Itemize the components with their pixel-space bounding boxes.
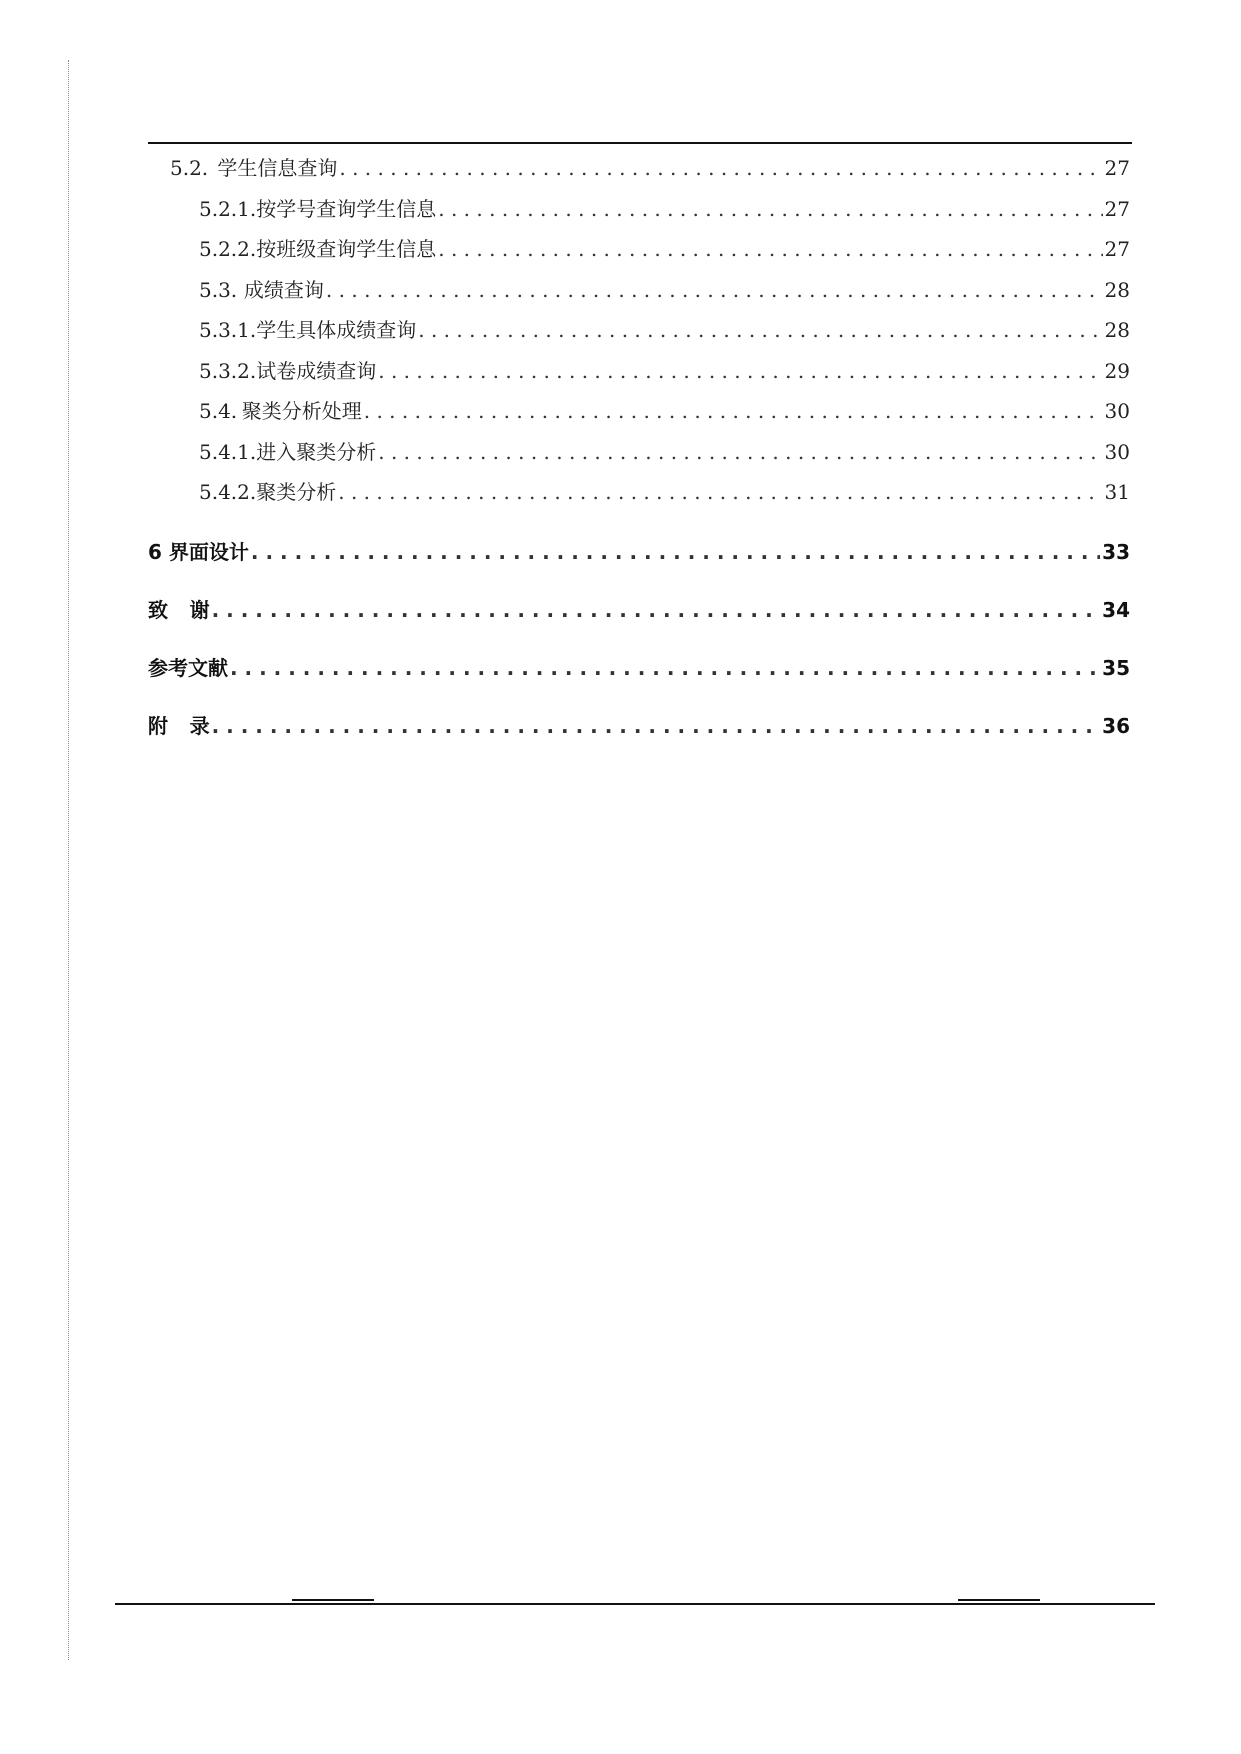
footer-rule-mark-right bbox=[958, 1599, 1040, 1601]
toc-entry-5-2[interactable] bbox=[148, 148, 1130, 189]
toc-entry-number: 5.2.2. bbox=[199, 237, 257, 261]
toc-entry-number: 5.4.1. bbox=[199, 439, 257, 464]
toc-entry-number: 5.3.2. bbox=[199, 358, 257, 383]
toc-entry-title: 按班级查询学生信息 bbox=[256, 237, 437, 261]
toc-chapter-title: 6 界面设计 bbox=[148, 539, 249, 564]
toc-entry-number: 5.2.1. bbox=[199, 196, 257, 221]
toc-entry-title: 学生信息查询 bbox=[217, 156, 338, 180]
toc-entry-title: 试卷成绩查询 bbox=[256, 358, 377, 383]
toc-page-number: 27 bbox=[1104, 156, 1130, 180]
toc-entry-5-4[interactable] bbox=[148, 391, 1130, 432]
toc-chapter-title-second-char: 录 bbox=[189, 713, 210, 738]
toc-entry-5-2-1[interactable] bbox=[148, 189, 1130, 230]
toc-page-number: 34 bbox=[1102, 597, 1130, 622]
toc-leader-dots bbox=[326, 270, 1103, 311]
toc-leader-dots bbox=[338, 472, 1102, 513]
toc-page-number: 28 bbox=[1104, 277, 1130, 302]
toc-page-number: 30 bbox=[1104, 399, 1130, 423]
toc-page-number: 33 bbox=[1102, 539, 1130, 564]
toc-leader-dots bbox=[339, 148, 1102, 189]
footer-rule bbox=[115, 1603, 1155, 1605]
toc-page-number: 27 bbox=[1104, 237, 1130, 261]
toc-chapter-title-first-char: 附 bbox=[148, 713, 168, 738]
toc-entry-5-4-1[interactable] bbox=[148, 432, 1130, 473]
toc-page-number: 30 bbox=[1104, 439, 1130, 464]
header-rule bbox=[148, 142, 1132, 144]
toc-entry-number: 5.4. bbox=[199, 399, 238, 423]
toc-leader-dots bbox=[378, 432, 1102, 473]
toc-entry-title: 成绩查询 bbox=[243, 277, 324, 302]
toc-leader-dots bbox=[378, 351, 1102, 392]
toc-entry-title: 学生具体成绩查询 bbox=[256, 318, 417, 342]
footer-rule-mark-left bbox=[292, 1599, 374, 1601]
toc-page-number: 36 bbox=[1102, 713, 1130, 738]
toc-entry-title: 进入聚类分析 bbox=[256, 439, 377, 464]
table-of-contents bbox=[148, 148, 1130, 755]
toc-entry-5-3-1[interactable] bbox=[148, 310, 1130, 351]
toc-entry-title: 聚类分析处理 bbox=[241, 399, 362, 423]
toc-leader-dots bbox=[438, 189, 1102, 230]
toc-page-number: 31 bbox=[1104, 480, 1130, 504]
toc-chapter-references[interactable] bbox=[148, 639, 1130, 697]
toc-page-number: 28 bbox=[1104, 318, 1130, 342]
toc-leader-dots bbox=[230, 639, 1100, 697]
toc-chapter-title-first-char: 致 bbox=[148, 597, 168, 622]
toc-entry-number: 5.4.2. bbox=[199, 480, 257, 504]
toc-page-number: 35 bbox=[1102, 655, 1130, 680]
toc-chapter-title-second-char: 谢 bbox=[189, 597, 210, 622]
toc-page-number: 27 bbox=[1104, 196, 1130, 221]
toc-chapter-acknowledgements[interactable] bbox=[148, 581, 1130, 639]
toc-entry-title: 聚类分析 bbox=[256, 480, 337, 504]
toc-leader-dots bbox=[418, 310, 1102, 351]
binding-margin-line bbox=[68, 60, 69, 1660]
toc-leader-dots bbox=[251, 523, 1100, 581]
toc-entry-number: 5.2. bbox=[170, 156, 209, 180]
toc-entry-5-2-2[interactable] bbox=[148, 229, 1130, 270]
toc-entry-number: 5.3.1. bbox=[199, 318, 257, 342]
toc-entry-title: 按学号查询学生信息 bbox=[256, 196, 437, 221]
toc-chapter-appendix[interactable] bbox=[148, 697, 1130, 755]
toc-entry-5-3[interactable] bbox=[148, 270, 1130, 311]
toc-leader-dots bbox=[212, 581, 1101, 639]
toc-leader-dots bbox=[438, 229, 1102, 270]
toc-chapter-title: 参考文献 bbox=[148, 655, 228, 680]
toc-page-number: 29 bbox=[1104, 358, 1130, 383]
toc-chapter-6[interactable] bbox=[148, 523, 1130, 581]
toc-entry-number: 5.3. bbox=[199, 277, 238, 302]
toc-leader-dots bbox=[364, 391, 1103, 432]
toc-entry-5-4-2[interactable] bbox=[148, 472, 1130, 513]
toc-leader-dots bbox=[212, 697, 1101, 755]
toc-entry-5-3-2[interactable] bbox=[148, 351, 1130, 392]
